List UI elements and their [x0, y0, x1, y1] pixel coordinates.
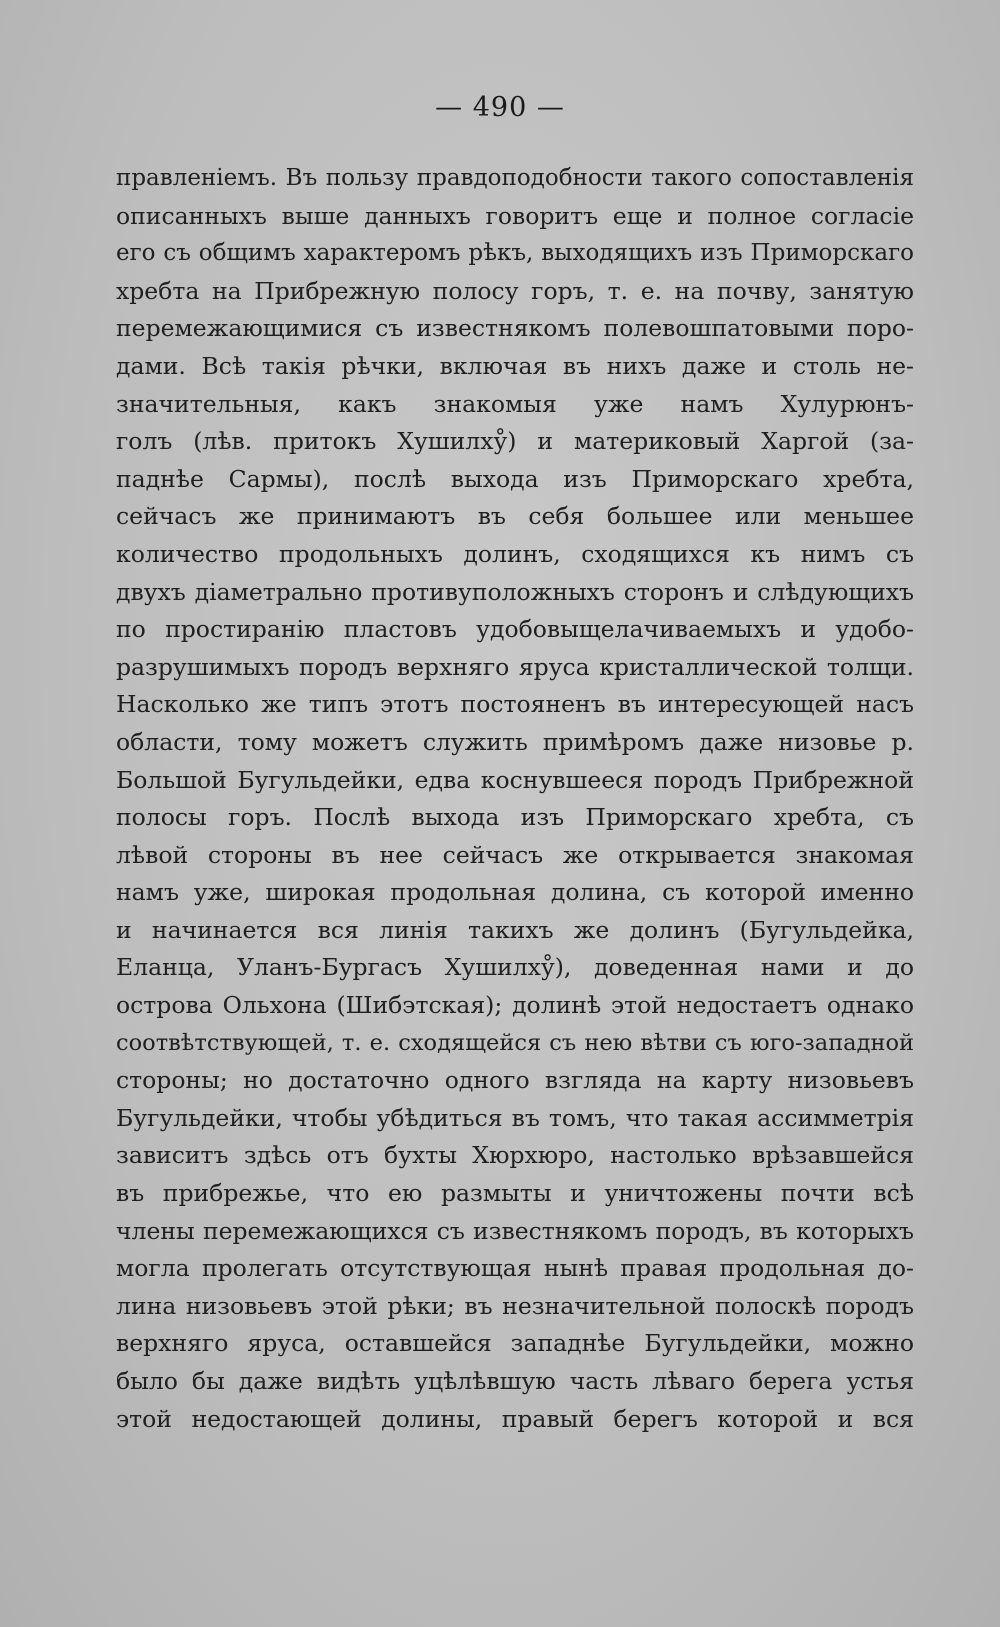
- body-text: [116, 160, 914, 1438]
- text-line: Бугульдейки, чтобы убѣдиться въ томъ, что такая ассимметрія: [116, 1103, 914, 1132]
- text-line: его съ общимъ характеромъ рѣкъ, выходящихъ изъ Приморскаго: [116, 240, 914, 267]
- text-line: члены перемежающихся съ известнякомъ породъ, въ которыхъ: [116, 1216, 914, 1245]
- text-line: и начинается вся линія такихъ же долинъ (Бугульдейка,: [116, 915, 914, 944]
- text-line: Большой Бугульдейки, едва коснувшееся породъ Прибрежной: [116, 765, 914, 794]
- text-line: дами. Всѣ такія рѣчки, включая въ нихъ даже и столь не-: [116, 351, 914, 380]
- text-line: правленіемъ. Въ пользу правдоподобности такого сопоставленія: [116, 165, 914, 191]
- text-line: этой недостающей долины, правый берегъ которой и вся: [116, 1404, 914, 1433]
- text-line: намъ уже, широкая продольная долина, съ которой именно: [116, 878, 914, 907]
- text-line: могла пролегать отсутствующая нынѣ правая продольная до-: [116, 1254, 914, 1283]
- text-line: сейчасъ же принимаютъ въ себя большее или меньшее: [116, 502, 914, 531]
- text-line: въ прибрежье, что ею размыты и уничтожены почти всѣ: [116, 1179, 914, 1208]
- text-line: лина низовьевъ этой рѣки; въ незначительной полоскѣ породъ: [116, 1291, 914, 1320]
- text-line: было бы даже видѣть уцѣлѣвшую часть лѣваго берега устья: [116, 1367, 914, 1395]
- text-line: голъ (лѣв. притокъ Хушилху̊) и материковый Харгой (за-: [116, 427, 914, 456]
- text-line: паднѣе Сармы), послѣ выхода изъ Приморскаго хребта,: [116, 464, 914, 493]
- text-line: разрушимыхъ породъ верхняго яруса кристаллической толщи.: [116, 652, 914, 681]
- text-line: Насколько же типъ этотъ постояненъ въ интересующей насъ: [116, 690, 914, 719]
- text-line: области, тому можетъ служить примѣромъ даже низовье р.: [116, 727, 914, 756]
- text-line: зависитъ здѣсь отъ бухты Хюрхюро, настолько врѣзавшейся: [116, 1141, 914, 1170]
- text-line: по простиранію пластовъ удобовыщелачиваемыхъ и удобо-: [116, 615, 914, 644]
- text-line: полосы горъ. Послѣ выхода изъ Приморскаго хребта, съ: [116, 803, 914, 832]
- text-line: двухъ діаметрально противуположныхъ сторонъ и слѣдующихъ: [116, 577, 914, 606]
- text-line: верхняго яруса, оставшейся западнѣе Бугульдейки, можно: [116, 1329, 914, 1358]
- page-number: — 490 —: [435, 92, 565, 123]
- text-line: перемежающимися съ известнякомъ полевошпатовыми поро-: [116, 314, 914, 343]
- text-line: значительныя, какъ знакомыя уже намъ Хулурюнъ-: [116, 389, 914, 418]
- text-line: лѣвой стороны въ нее сейчасъ же открывается знакомая: [116, 840, 914, 869]
- text-line: описанныхъ выше данныхъ говоритъ еще и полное согласіе: [116, 201, 914, 230]
- text-line: острова Ольхона (Шибэтская); долинѣ этой недостаетъ однако: [116, 991, 914, 1020]
- text-line: количество продольныхъ долинъ, сходящихся къ нимъ съ: [116, 539, 914, 568]
- text-line: соотвѣтствующей, т. е. сходящейся съ нею вѣтви съ юго-западной: [116, 1029, 914, 1056]
- text-line: хребта на Прибрежную полосу горъ, т. е. на почву, занятую: [116, 276, 914, 305]
- text-line: стороны; но достаточно одного взгляда на карту низовьевъ: [116, 1066, 914, 1095]
- text-line: Еланца, Уланъ-Бургасъ Хушилху̊), доведенная нами и до: [116, 953, 914, 982]
